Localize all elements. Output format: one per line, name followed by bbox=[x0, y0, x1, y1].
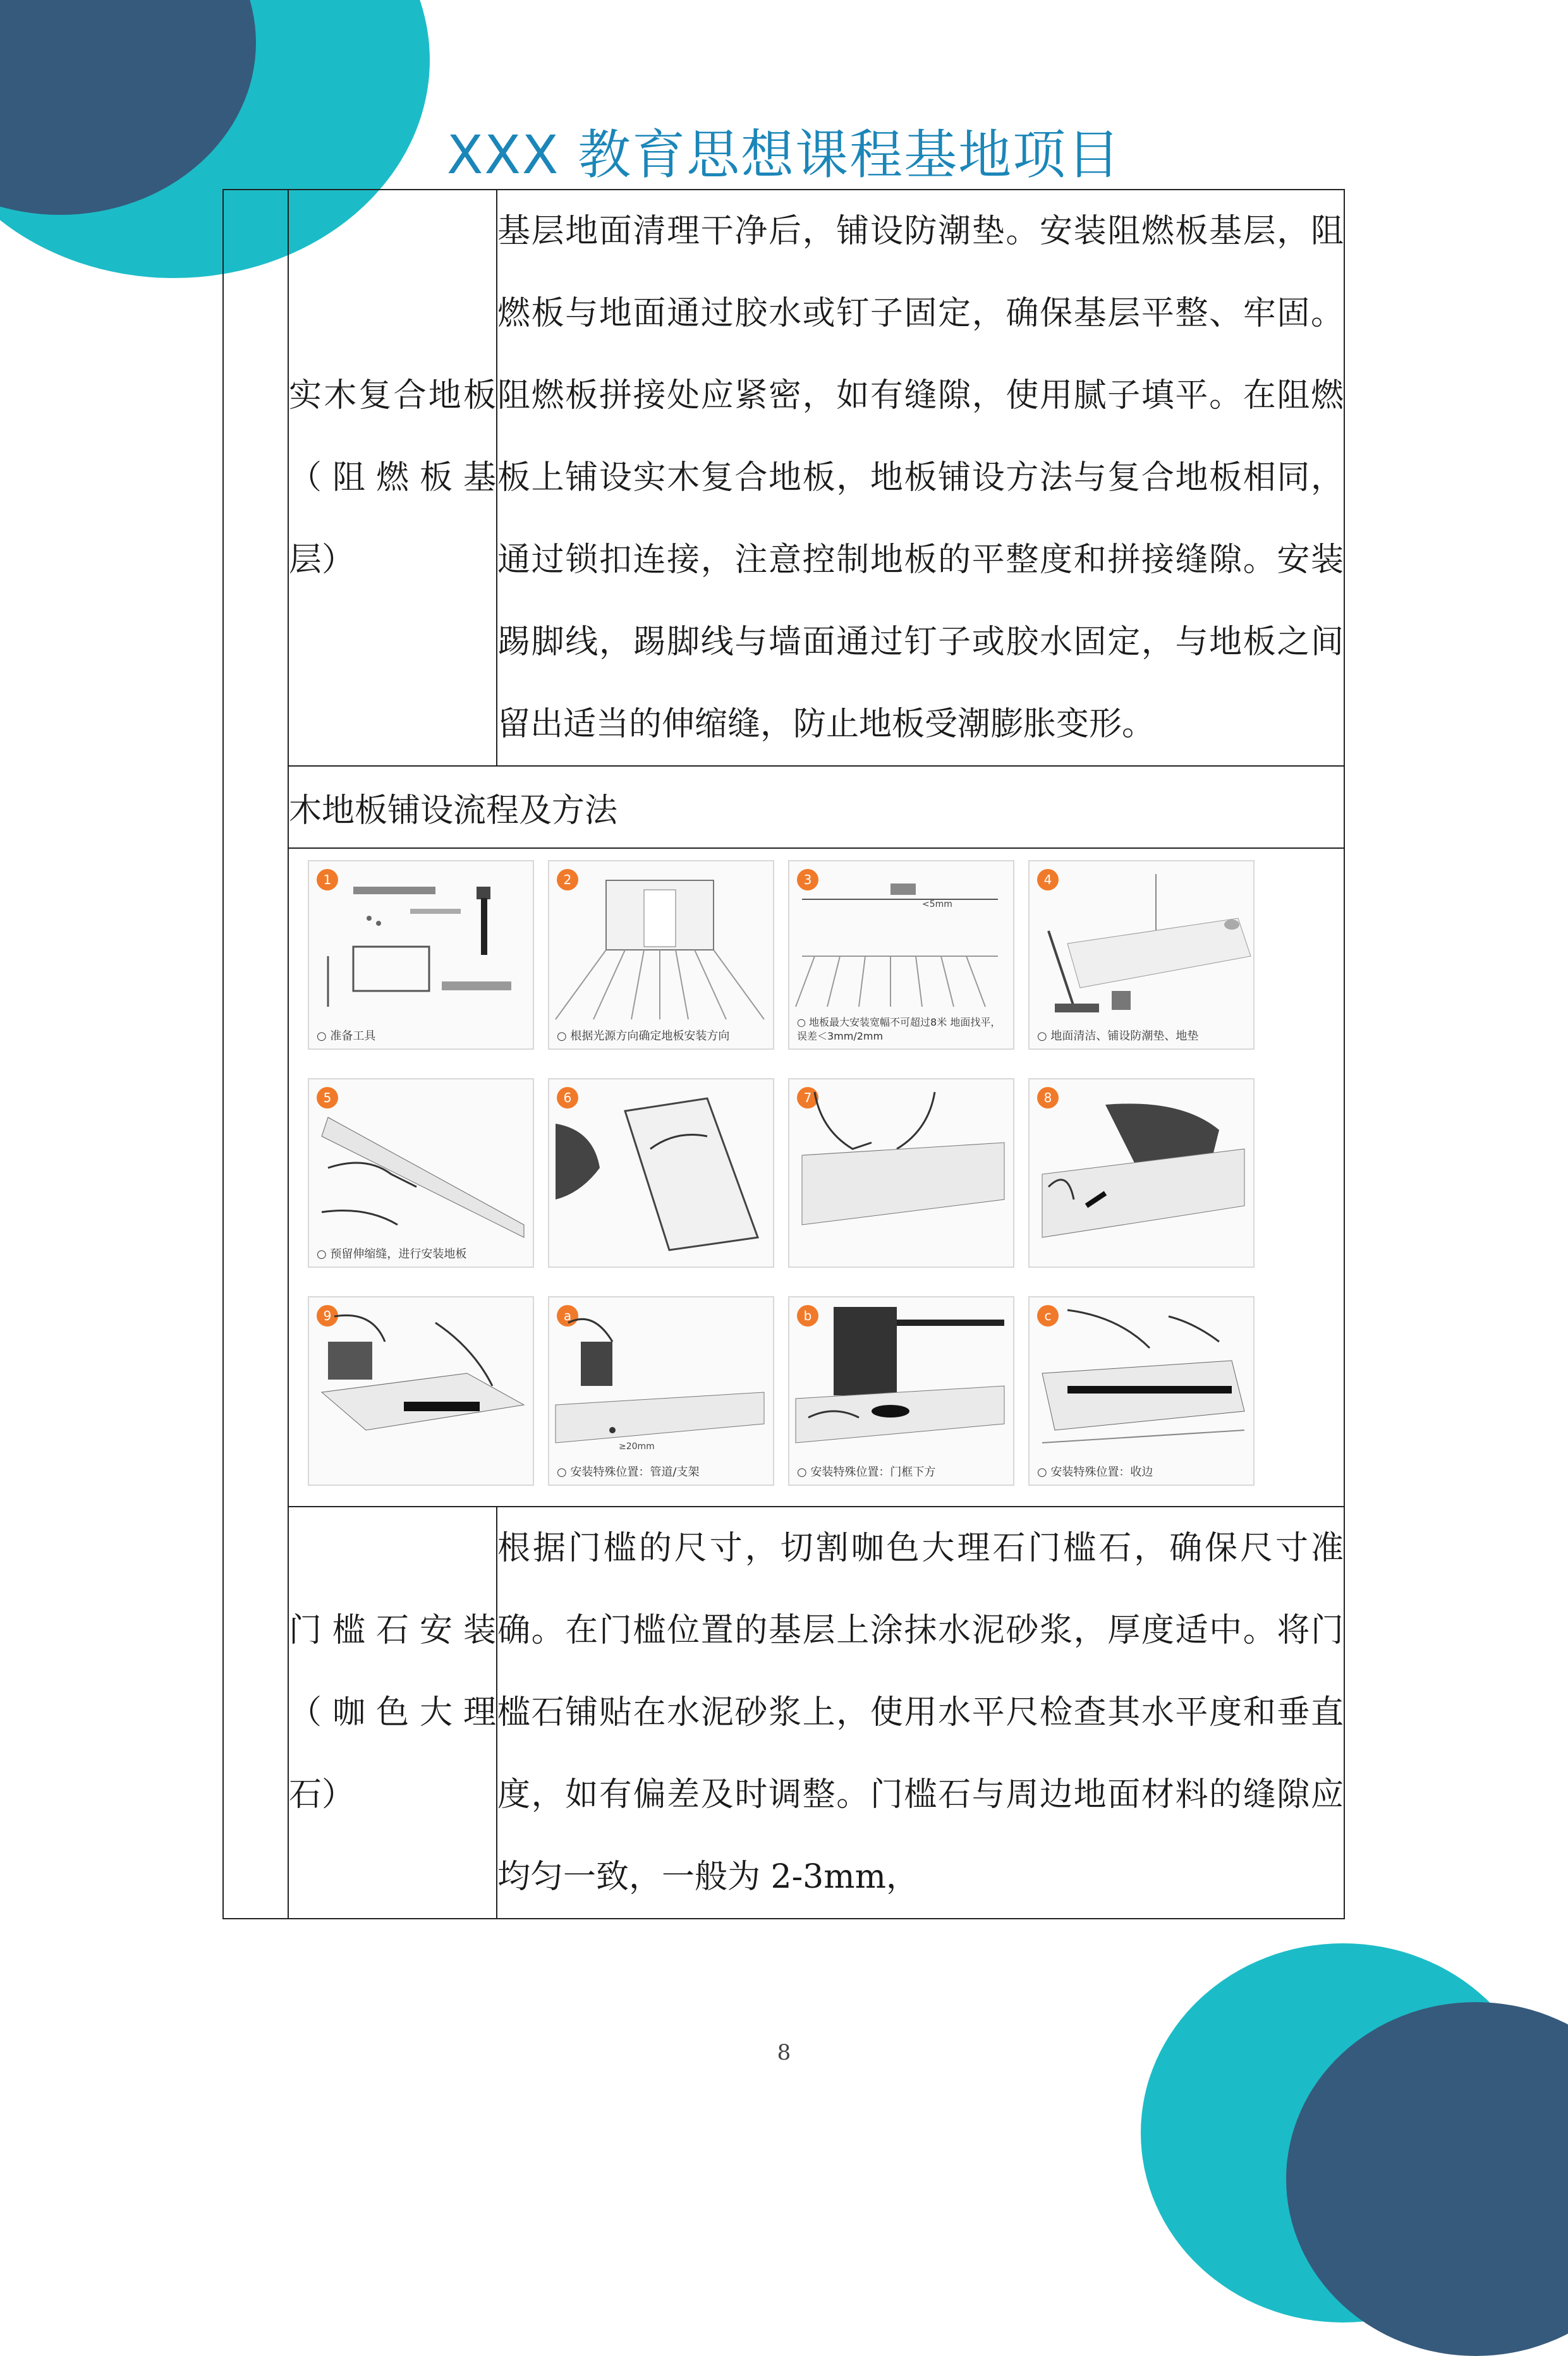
step-badge: 9 bbox=[317, 1305, 338, 1327]
row-label-wood-composite: 实木复合地板（阻燃板基层） bbox=[288, 190, 497, 766]
step-caption: ○ 预留伸缩缝，进行安装地板 bbox=[317, 1248, 467, 1261]
cleaning-illustration bbox=[1030, 861, 1253, 1026]
step-panel-4 bbox=[1028, 860, 1255, 1050]
width-limit-illustration bbox=[789, 861, 1013, 1023]
step-panel-2 bbox=[548, 860, 774, 1050]
table-row bbox=[223, 190, 1344, 766]
step-panel-10 bbox=[548, 1296, 774, 1486]
table-row bbox=[223, 1507, 1344, 1919]
step-badge: 3 bbox=[797, 869, 818, 890]
step-badge: a bbox=[557, 1305, 578, 1327]
step-caption: ○ 安装特殊位置：收边 bbox=[1037, 1466, 1153, 1479]
step-badge: 1 bbox=[317, 869, 338, 890]
step-panel-5 bbox=[308, 1078, 534, 1268]
step-panel-9 bbox=[308, 1296, 534, 1486]
page-title-cn: 教育思想课程基地项目 bbox=[578, 124, 1122, 186]
tools-illustration bbox=[309, 861, 533, 1026]
step-badge: 2 bbox=[557, 869, 578, 890]
flooring-steps-figure bbox=[308, 860, 1272, 1495]
step-caption: ○ 地板最大安装宽幅不可超过8米 地面找平，误差＜3mm/2mm bbox=[797, 1016, 1001, 1042]
install-illustration bbox=[309, 1079, 533, 1244]
step-caption: ○ 安装特殊位置：门框下方 bbox=[797, 1466, 936, 1479]
step-badge: b bbox=[797, 1305, 818, 1327]
step-caption: ○ 地面清洁、铺设防潮垫、地垫 bbox=[1037, 1029, 1199, 1043]
row-text-wood-composite: 基层地面清理干净后，铺设防潮垫。安装阻燃板基层，阻燃板与地面通过胶水或钉子固定，确保基层平整、牢固。阻燃板拼接处应紧密，如有缝隙，使用腻子填平。在阻燃板上铺设实木复合地板，地板铺设方法与复合地板相同，通过锁扣连接，注意控制地板的平整度和拼接缝隙。安装踢脚线，踢脚线与墙面通过钉子或胶水固定，与地板之间留出适当的伸缩缝，防止地板受潮膨胀变形。 bbox=[497, 190, 1344, 766]
page-number: 8 bbox=[777, 2040, 791, 2065]
lay-plank-illustration bbox=[549, 1079, 773, 1256]
index-column bbox=[223, 190, 288, 1919]
step-badge: 6 bbox=[557, 1087, 578, 1108]
content-table bbox=[222, 189, 1345, 1919]
step-caption: ○ 根据光源方向确定地板安装方向 bbox=[557, 1029, 730, 1043]
step-panel-6 bbox=[548, 1078, 774, 1268]
gap-dimension: <5mm bbox=[922, 899, 952, 909]
door-frame-illustration bbox=[789, 1297, 1013, 1462]
step-caption: ○ 安装特殊位置：管道/支架 bbox=[557, 1466, 700, 1479]
row-text-threshold: 根据门槛的尺寸，切割咖色大理石门槛石，确保尺寸准确。在门槛位置的基层上涂抹水泥砂浆，厚度适中。将门槛石铺贴在水泥砂浆上，使用水平尺检查其水平度和垂直度，如有偏差及时调整。门槛石与周边地面材料的缝隙应均匀一致，一般为 2-3mm， bbox=[497, 1507, 1344, 1919]
pipe-cut-illustration bbox=[549, 1297, 773, 1462]
step-badge: 8 bbox=[1037, 1087, 1059, 1108]
jigsaw-illustration bbox=[309, 1297, 533, 1462]
step-panel-8 bbox=[1028, 1078, 1255, 1268]
room-light-illustration bbox=[549, 861, 773, 1026]
step-panel-12 bbox=[1028, 1296, 1255, 1486]
step-badge: 7 bbox=[797, 1087, 818, 1108]
section-heading-flooring: 木地板铺设流程及方法 bbox=[288, 766, 1344, 848]
step-panel-11 bbox=[788, 1296, 1014, 1486]
table-row bbox=[223, 848, 1344, 1507]
page-title-latin: XXX bbox=[446, 124, 560, 186]
pipe-dimension: ≥20mm bbox=[619, 1442, 655, 1452]
table-row bbox=[223, 766, 1344, 848]
step-panel-7 bbox=[788, 1078, 1014, 1268]
step-badge: 4 bbox=[1037, 869, 1059, 890]
flooring-diagram-cell bbox=[288, 848, 1344, 1507]
step-panel-1 bbox=[308, 860, 534, 1050]
knee-tap-illustration bbox=[1030, 1079, 1253, 1256]
step-panel-3 bbox=[788, 860, 1014, 1050]
step-badge: 5 bbox=[317, 1087, 338, 1108]
page-title bbox=[0, 112, 1568, 189]
step-badge: c bbox=[1037, 1305, 1059, 1327]
edge-trim-illustration bbox=[1030, 1297, 1253, 1462]
row-label-threshold: 门槛石安装（咖色大理石） bbox=[288, 1507, 497, 1919]
step-caption: ○ 准备工具 bbox=[317, 1029, 376, 1043]
press-plank-illustration bbox=[789, 1079, 1013, 1256]
